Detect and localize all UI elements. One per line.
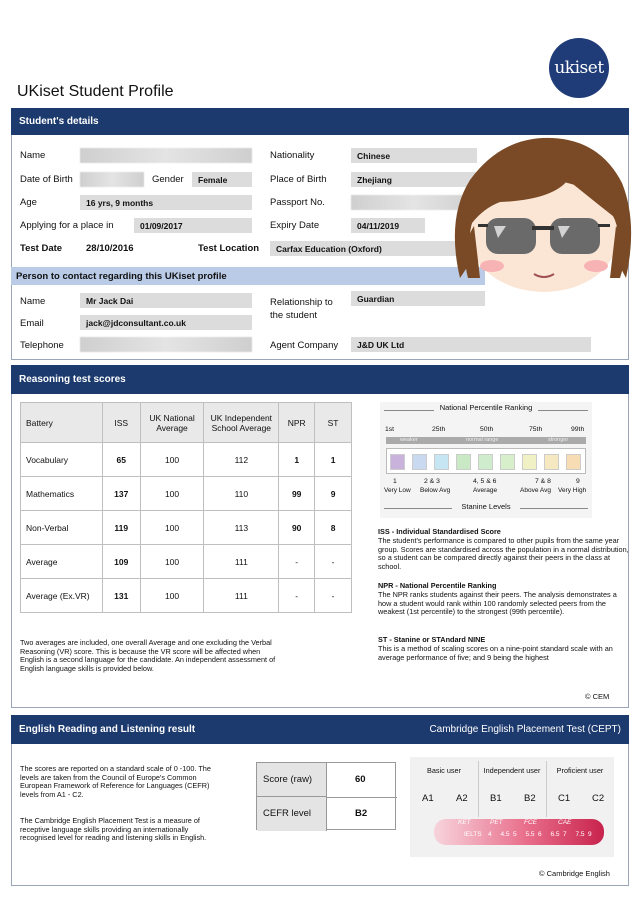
percentile-50th: 50th (480, 426, 494, 433)
level-b2: B2 (524, 793, 536, 804)
english-heading (11, 715, 629, 744)
stanine-swatch (434, 454, 449, 470)
expiry-label: Expiry Date (270, 220, 320, 231)
ielts-score: 7.5 (575, 831, 585, 838)
independent-cell: 110 (204, 477, 279, 511)
cem-copyright: © CEM (585, 692, 610, 701)
exam-ket: KET (458, 819, 471, 826)
students-details-heading: Student's details (11, 108, 629, 135)
ielts-score-row (488, 831, 604, 841)
stanine-group-4: 7 & 8 (535, 478, 551, 485)
independent-cell: 112 (204, 443, 279, 477)
national-cell: 100 (140, 511, 204, 545)
ielts-score: 5 (513, 831, 517, 838)
national-cell: 100 (140, 545, 204, 579)
page-title: UKiset Student Profile (17, 83, 174, 100)
percentile-75th: 75th (529, 426, 543, 433)
st-cell: 1 (315, 443, 352, 477)
score-box (256, 762, 396, 830)
ielts-score: 7 (563, 831, 567, 838)
column-header: UK Independent School Average (204, 403, 279, 443)
national-cell: 100 (140, 579, 204, 613)
pob-label: Place of Birth (270, 174, 327, 185)
table-row (21, 579, 352, 613)
battery-cell: Vocabulary (21, 443, 103, 477)
independent-cell: 111 (204, 579, 279, 613)
st-cell: 8 (315, 511, 352, 545)
applying-value: 01/09/2017 (134, 218, 252, 233)
iss-title: ISS - Individual Standardised Score (378, 527, 501, 536)
npr-title-rule (384, 410, 434, 411)
ielts-score: 6.5 (550, 831, 560, 838)
stanine-swatch-row (390, 454, 585, 470)
name-label: Name (20, 150, 46, 161)
english-para2: The Cambridge English Placement Test is a measure of receptive language skills providing an internationally recognised level for reading and listening skills in English. (20, 816, 207, 843)
cambridge-copyright: © Cambridge English (539, 869, 610, 878)
ielts-score: 9 (588, 831, 592, 838)
npr-diagram (380, 402, 592, 518)
st-cell: - (315, 545, 352, 579)
agent-label: Agent Company (270, 340, 339, 351)
npr-chart-title: National Percentile Ranking (439, 403, 533, 412)
column-header: Battery (21, 403, 103, 443)
contact-heading: Person to contact regarding this UKiset profile (11, 267, 485, 285)
stanine-swatch (478, 454, 493, 470)
battery-cell: Average (21, 545, 103, 579)
level-a1: A1 (422, 793, 434, 804)
npr-cell: 90 (279, 511, 315, 545)
user-group-basic: Basic user (426, 766, 462, 775)
stanine-swatch (500, 454, 515, 470)
column-header: ISS (102, 403, 140, 443)
ielts-score: 4.5 (500, 831, 510, 838)
gender-value: Female (192, 172, 252, 187)
nationality-label: Nationality (270, 150, 315, 161)
ukiset-logo: ukiset (549, 38, 609, 98)
national-cell: 100 (140, 477, 204, 511)
percentile-1st: 1st (385, 426, 395, 433)
gender-label: Gender (152, 174, 184, 185)
user-group-independent: Independent user (483, 766, 541, 775)
cefr-scale (410, 757, 614, 857)
averages-note: Two averages are included, one overall Average and one excluding the Verbal Reasoning (VR) score. This is because the VR score will be affected when English is a second language for the candidate. An independent assessment of English language skills is provided below. (20, 638, 276, 673)
band-stronger: stronger (548, 437, 569, 443)
column-header: UK National Average (140, 403, 204, 443)
percentile-99th: 99th (571, 426, 585, 433)
cartoon-avatar (440, 128, 640, 296)
english-para1: The scores are reported on a standard scale of 0 -100. The levels are taken from the Council of Europe's Common European Framework of Reference for Languages (CEFR) levels from A1 - C2. (20, 764, 211, 799)
iss-cell: 65 (102, 443, 140, 477)
stanine-swatch (390, 454, 405, 470)
dob-label: Date of Birth (20, 174, 73, 185)
ielts-score: 4 (488, 831, 492, 838)
cefr-label: CEFR level (263, 808, 312, 819)
test-date-value: 28/10/2016 (86, 243, 134, 254)
level-b1: B1 (490, 793, 502, 804)
iss-text: The student's performance is compared to other pupils from the same year group. Scores are standardised across the population in a normal distribution, so a student can be compared directly against their peers in the class at school. (378, 536, 629, 571)
percentile-25th: 25th (432, 426, 446, 433)
stanine-label-5: Very High (558, 487, 587, 494)
battery-cell: Non-Verbal (21, 511, 103, 545)
stanine-swatch (544, 454, 559, 470)
age-label: Age (20, 197, 37, 208)
table-row (21, 443, 352, 477)
battery-cell: Average (Ex.VR) (21, 579, 103, 613)
expiry-value: 04/11/2019 (351, 218, 425, 233)
table-header-row (21, 403, 352, 443)
table-row (21, 477, 352, 511)
score-label: Score (raw) (263, 774, 313, 785)
npr-title: NPR - National Percentile Ranking (378, 581, 497, 590)
contact-name-label: Name (20, 296, 46, 307)
band-normal: normal range (466, 437, 499, 443)
national-cell: 100 (140, 443, 204, 477)
npr-title-rule (538, 410, 588, 411)
ielts-label: IELTS (464, 831, 482, 838)
iss-cell: 131 (102, 579, 140, 613)
iss-cell: 137 (102, 477, 140, 511)
band-weaker: weaker (400, 437, 418, 443)
dob-value (80, 172, 144, 187)
iss-cell: 119 (102, 511, 140, 545)
test-date-label: Test Date (20, 243, 63, 254)
english-heading-right: Cambridge English Placement Test (CEPT) (429, 724, 621, 735)
iss-cell: 109 (102, 545, 140, 579)
agent-value: J&D UK Ltd (351, 337, 591, 352)
npr-cell: - (279, 579, 315, 613)
level-a2: A2 (456, 793, 468, 804)
table-row (21, 511, 352, 545)
student-name-value (80, 148, 252, 163)
stanine-swatch (456, 454, 471, 470)
nationality-value: Chinese (351, 148, 477, 163)
table-row (21, 545, 352, 579)
stanine-label-2: Below Avg (420, 487, 451, 494)
stanine-swatch (566, 454, 581, 470)
telephone-value (80, 337, 252, 352)
email-label: Email (20, 318, 44, 329)
st-text: This is a method of scaling scores on a nine-point standard scale with an average performance of five; and 9 being the highest (378, 644, 613, 662)
exam-fce: FCE (524, 819, 537, 826)
stanine-group-5: 9 (576, 478, 580, 485)
exam-pet: PET (490, 819, 503, 826)
stanine-group-3: 4, 5 & 6 (473, 478, 497, 485)
independent-cell: 113 (204, 511, 279, 545)
stanine-title: Stanine Levels (461, 502, 511, 511)
level-c2: C2 (592, 793, 605, 804)
battery-cell: Mathematics (21, 477, 103, 511)
stanine-title-rule (520, 508, 588, 509)
column-header: ST (315, 403, 352, 443)
npr-text: The NPR ranks students against their peers. The analysis demonstrates a how a student would rank within 100 randomly selected peers from the weakest (1st percentile) to the strongest (99th percentile). (378, 590, 617, 617)
english-heading-left: English Reading and Listening result (19, 724, 196, 735)
applying-label: Applying for a place in (20, 220, 114, 231)
ielts-score: 6 (538, 831, 542, 838)
score-value: 60 (355, 774, 366, 785)
st-cell: 9 (315, 477, 352, 511)
user-group-proficient: Proficient user (556, 766, 604, 775)
stanine-group-1: 1 (393, 478, 397, 485)
npr-cell: - (279, 545, 315, 579)
reasoning-heading: Reasoning test scores (11, 365, 629, 394)
email-value: jack@jdconsultant.co.uk (80, 315, 252, 330)
passport-label: Passport No. (270, 197, 325, 208)
npr-cell: 1 (279, 443, 315, 477)
ielts-score: 5.5 (525, 831, 535, 838)
npr-cell: 99 (279, 477, 315, 511)
st-cell: - (315, 579, 352, 613)
relationship-label-line1: Relationship to (270, 297, 333, 308)
pob-value: Zhejiang (351, 172, 477, 187)
exam-cae: CAE (558, 819, 572, 826)
stanine-label-3: Average (473, 487, 498, 494)
stanine-swatch (522, 454, 537, 470)
st-title: ST - Stanine or STAndard NINE (378, 635, 486, 644)
telephone-label: Telephone (20, 340, 64, 351)
column-header: NPR (279, 403, 315, 443)
age-value: 16 yrs, 9 months (80, 195, 252, 210)
reasoning-scores-table (20, 402, 352, 613)
stanine-group-2: 2 & 3 (424, 478, 440, 485)
contact-name-value: Mr Jack Dai (80, 293, 252, 308)
test-location-value: Carfax Education (Oxford) (270, 241, 485, 256)
stanine-label-4: Above Avg (520, 487, 551, 494)
stanine-swatch (412, 454, 427, 470)
independent-cell: 111 (204, 545, 279, 579)
relationship-label-line2: the student (270, 310, 318, 321)
cefr-value: B2 (355, 808, 368, 819)
relationship-value: Guardian (351, 291, 485, 306)
relationship-label (270, 296, 333, 322)
level-c1: C1 (558, 793, 571, 804)
stanine-label-1: Very Low (384, 487, 411, 494)
test-location-label: Test Location (198, 243, 260, 254)
